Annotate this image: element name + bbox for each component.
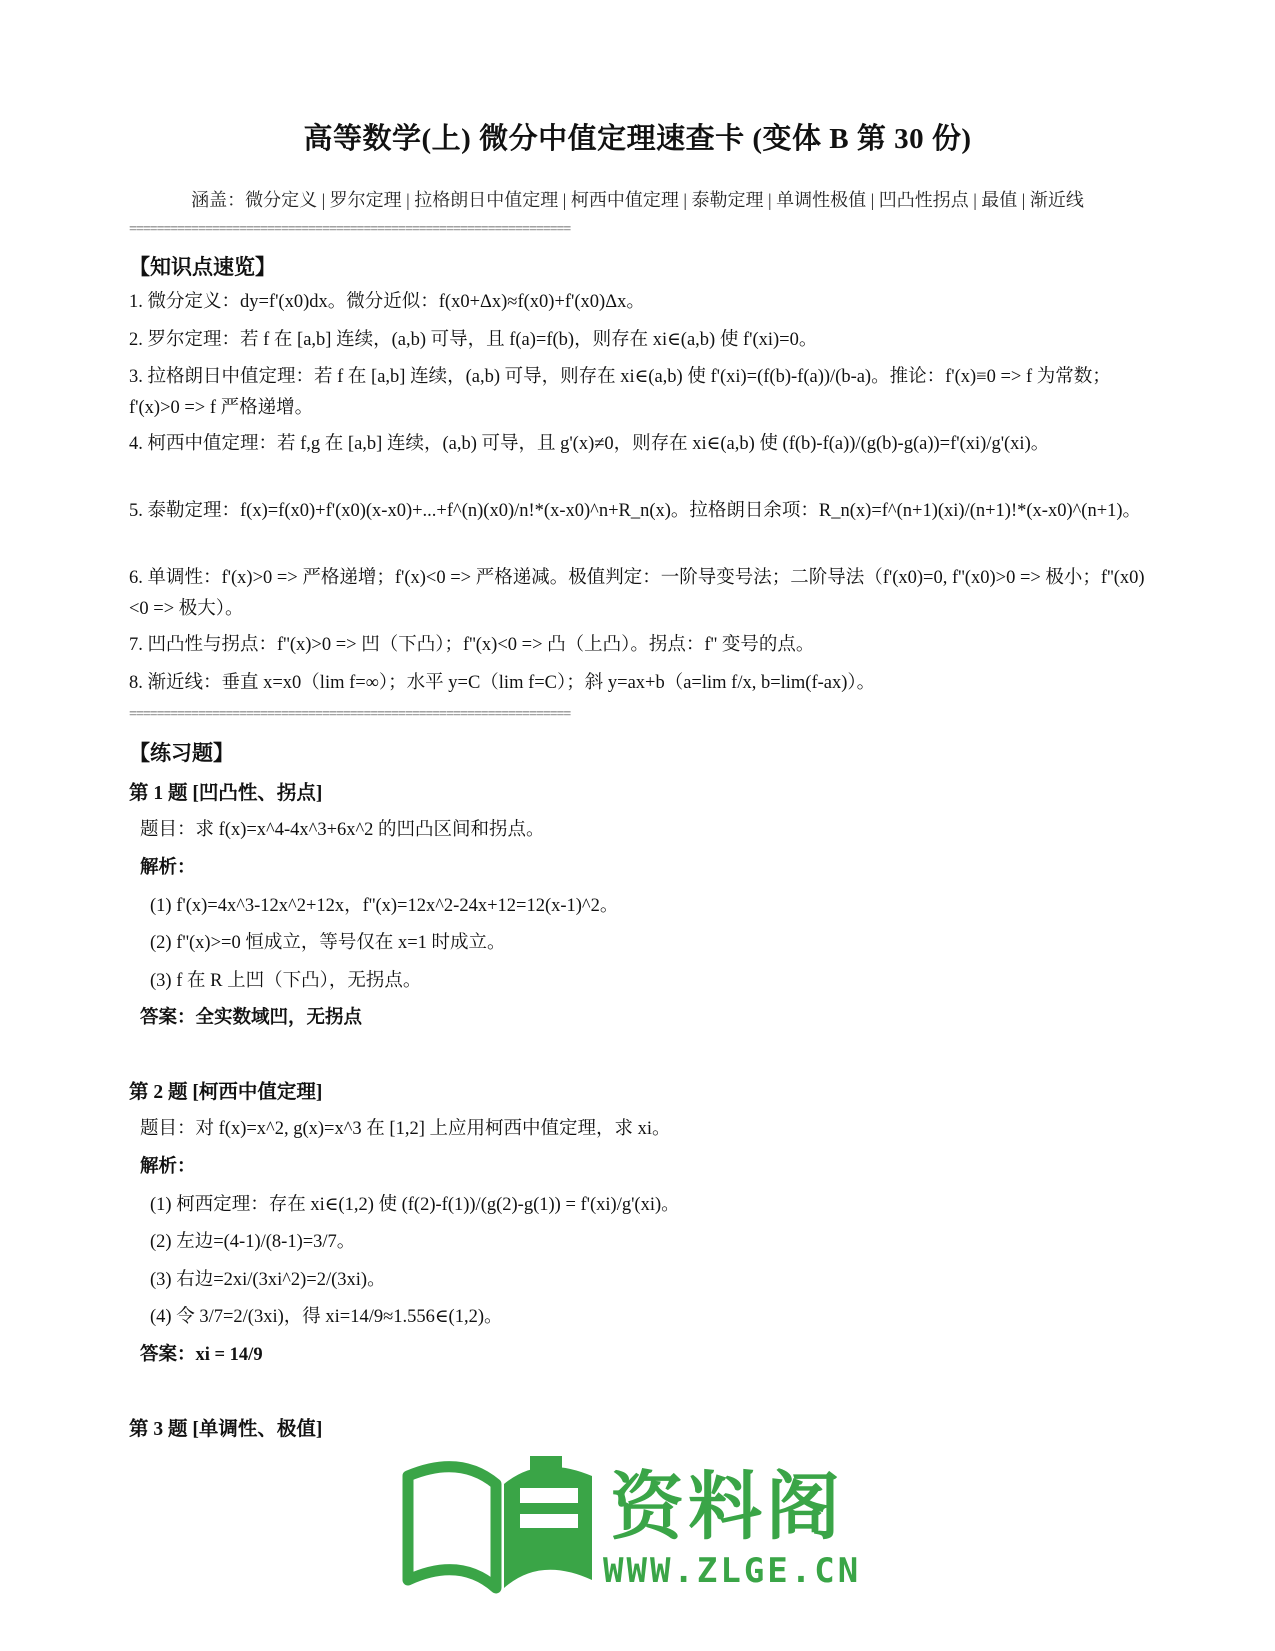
knowledge-item-7: 7. 凹凸性与拐点：f''(x)>0 => 凹（下凸）；f''(x)<0 => 凸（上凸）。拐点：f'' 变号的点。 <box>129 635 815 655</box>
question-1-problem: 题目：求 f(x)=x^4-4x^3+6x^2 的凹凸区间和拐点。 <box>140 820 545 840</box>
knowledge-item-2: 2. 罗尔定理：若 f 在 [a,b] 连续，(a,b) 可导，且 f(a)=f(b)，则存在 xi∈(a,b) 使 f'(xi)=0。 <box>129 330 818 350</box>
page-subtitle: 涵盖：微分定义 | 罗尔定理 | 拉格朗日中值定理 | 柯西中值定理 | 泰勒定理 | 单调性极值 | 凹凸性拐点 | 最值 | 渐近线 <box>191 190 1084 210</box>
question-1-analysis-label: 解析： <box>140 858 196 878</box>
question-1-step-2: (2) f''(x)>=0 恒成立，等号仅在 x=1 时成立。 <box>150 933 506 953</box>
knowledge-item-4: 4. 柯西中值定理：若 f,g 在 [a,b] 连续，(a,b) 可导，且 g'(x)≠0，则存在 xi∈(a,b) 使 (f(b)-f(a))/(g(b)-g(a))=f'(xi)/g'(xi)。 <box>129 434 1050 454</box>
page-title: 高等数学(上) 微分中值定理速查卡 (变体 B 第 30 份) <box>303 123 972 155</box>
book-icon <box>400 1448 600 1600</box>
divider: ================================================================ <box>129 223 571 237</box>
question-2-analysis-label: 解析： <box>140 1157 196 1177</box>
question-3-title: 第 3 题 [单调性、极值] <box>129 1419 323 1440</box>
knowledge-item-6: 6. 单调性：f'(x)>0 => 严格递增；f'(x)<0 => 严格递减。极值判定：一阶导变号法；二阶导法（f'(x0)=0, f''(x0)>0 => 极小；f''(x0)<0 => 极大）。 <box>129 568 1145 619</box>
watermark-text: 资料阁 <box>610 1464 844 1550</box>
question-2-step-3: (3) 右边=2xi/(3xi^2)=2/(3xi)。 <box>150 1270 386 1290</box>
watermark-logo <box>400 1448 870 1600</box>
question-2-step-1: (1) 柯西定理：存在 xi∈(1,2) 使 (f(2)-f(1))/(g(2)-g(1)) = f'(xi)/g'(xi)。 <box>150 1195 680 1215</box>
question-1-step-1: (1) f'(x)=4x^3-12x^2+12x，f''(x)=12x^2-24x+12=12(x-1)^2。 <box>150 896 619 916</box>
question-2-title: 第 2 题 [柯西中值定理] <box>129 1082 323 1103</box>
question-2-step-4: (4) 令 3/7=2/(3xi)，得 xi=14/9≈1.556∈(1,2)。 <box>150 1307 503 1327</box>
watermark-url: WWW.ZLGE.CN <box>603 1551 862 1591</box>
divider: ================================================================ <box>129 708 571 722</box>
knowledge-item-3: 3. 拉格朗日中值定理：若 f 在 [a,b] 连续，(a,b) 可导，则存在 xi∈(a,b) 使 f'(xi)=(f(b)-f(a))/(b-a)。推论：f'(x)≡0 => f 为常数；f'(x)>0 => f 严格递增。 <box>129 367 1111 418</box>
question-1-title: 第 1 题 [凹凸性、拐点] <box>129 783 323 804</box>
exercises-heading: 【练习题】 <box>129 741 234 765</box>
question-1-step-3: (3) f 在 R 上凹（下凸），无拐点。 <box>150 971 422 991</box>
knowledge-item-8: 8. 渐近线：垂直 x=x0（lim f=∞）；水平 y=C（lim f=C）；斜 y=ax+b（a=lim f/x, b=lim(f-ax)）。 <box>129 673 876 693</box>
knowledge-item-1: 1. 微分定义：dy=f'(x0)dx。微分近似：f(x0+Δx)≈f(x0)+f'(x0)Δx。 <box>129 292 645 312</box>
knowledge-heading: 【知识点速览】 <box>129 255 276 279</box>
knowledge-item-5: 5. 泰勒定理：f(x)=f(x0)+f'(x0)(x-x0)+...+f^(n)(x0)/n!*(x-x0)^n+R_n(x)。拉格朗日余项：R_n(x)=f^(n+1)(xi)/(n+1)!*(x-x0)^(n+1)。 <box>129 501 1142 521</box>
question-2-answer: 答案：xi = 14/9 <box>140 1345 263 1365</box>
question-2-step-2: (2) 左边=(4-1)/(8-1)=3/7。 <box>150 1232 356 1252</box>
question-2-problem: 题目：对 f(x)=x^2, g(x)=x^3 在 [1,2] 上应用柯西中值定理，求 xi。 <box>140 1119 671 1139</box>
question-1-answer: 答案：全实数域凹，无拐点 <box>140 1008 363 1028</box>
